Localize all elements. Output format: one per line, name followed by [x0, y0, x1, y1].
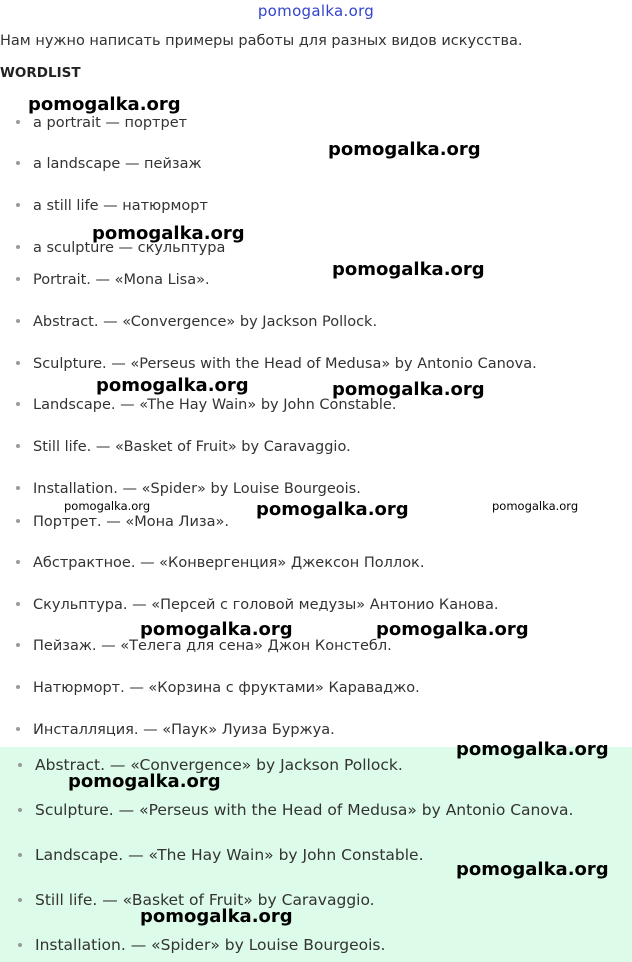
list-item: Скульптура. — «Персей с головой медузы» Антонио Канова. — [16, 597, 498, 613]
list-item: Landscape. — «The Hay Wain» by John Constable. — [16, 397, 396, 413]
bullet-icon — [18, 943, 22, 947]
bullet-icon — [18, 853, 22, 857]
bullet-icon — [16, 486, 20, 490]
bullet-icon — [16, 245, 20, 249]
list-item: Portrait. — «Mona Lisa». — [16, 272, 210, 288]
list-item: Sculpture. — «Perseus with the Head of Medusa» by Antonio Canova. — [16, 356, 537, 372]
bullet-icon — [18, 763, 22, 767]
list-item: Installation. — «Spider» by Louise Bourgeois. — [18, 936, 385, 954]
bullet-icon — [16, 602, 20, 606]
list-item: Abstract. — «Convergence» by Jackson Pollock. — [16, 314, 377, 330]
watermark: pomogalka.org — [456, 859, 609, 880]
list-item: Натюрморт. — «Корзина с фруктами» Караваджо. — [16, 680, 420, 696]
bullet-icon — [16, 643, 20, 647]
list-item: Sculpture. — «Perseus with the Head of Medusa» by Antonio Canova. — [18, 801, 573, 819]
site-header-link[interactable]: pomogalka.org — [257, 2, 375, 20]
list-item: Still life. — «Basket of Fruit» by Caravaggio. — [16, 439, 351, 455]
list-item: Landscape. — «The Hay Wain» by John Constable. — [18, 846, 424, 864]
watermark: pomogalka.org — [140, 906, 293, 927]
list-item: Абстрактное. — «Конвергенция» Джексон Поллок. — [16, 555, 424, 571]
bullet-icon — [16, 277, 20, 281]
watermark: pomogalka.org — [456, 739, 609, 760]
bullet-icon — [16, 203, 20, 207]
bullet-icon — [18, 898, 22, 902]
watermark: pomogalka.org — [328, 139, 481, 160]
watermark: pomogalka.org — [28, 94, 181, 115]
bullet-icon — [16, 444, 20, 448]
list-item: Installation. — «Spider» by Louise Bourgeois. — [16, 481, 361, 497]
bullet-icon — [16, 161, 20, 165]
bullet-icon — [16, 319, 20, 323]
bullet-icon — [16, 361, 20, 365]
bullet-icon — [16, 519, 20, 523]
watermark: pomogalka.org — [64, 499, 151, 513]
watermark: pomogalka.org — [140, 619, 293, 640]
list-item: Портрет. — «Мона Лиза». — [16, 514, 229, 530]
list-item: Abstract. — «Convergence» by Jackson Pollock. — [18, 756, 403, 774]
list-item: Still life. — «Basket of Fruit» by Caravaggio. — [18, 891, 375, 909]
bullet-icon — [16, 685, 20, 689]
list-item: Пейзаж. — «Телега для сена» Джон Констебл. — [16, 638, 392, 654]
list-item: a still life — натюрморт — [16, 198, 208, 214]
watermark: pomogalka.org — [332, 379, 485, 400]
list-item: a landscape — пейзаж — [16, 156, 202, 172]
intro-text: Нам нужно написать примеры работы для разных видов искусства. — [0, 33, 523, 49]
list-item: a sculpture — скульптура — [16, 240, 225, 256]
bullet-icon — [16, 727, 20, 731]
watermark: pomogalka.org — [96, 375, 249, 396]
watermark: pomogalka.org — [92, 223, 245, 244]
watermark: pomogalka.org — [376, 619, 529, 640]
bullet-icon — [16, 120, 20, 124]
bullet-icon — [16, 402, 20, 406]
wordlist-heading: WORDLIST — [0, 65, 81, 81]
watermark: pomogalka.org — [332, 259, 485, 280]
list-item: Инсталляция. — «Паук» Луиза Буржуа. — [16, 722, 335, 738]
watermark: pomogalka.org — [68, 771, 221, 792]
list-item: a portrait — портрет — [16, 115, 187, 131]
watermark: pomogalka.org — [492, 499, 579, 513]
bullet-icon — [18, 808, 22, 812]
bullet-icon — [16, 560, 20, 564]
watermark: pomogalka.org — [256, 499, 409, 520]
